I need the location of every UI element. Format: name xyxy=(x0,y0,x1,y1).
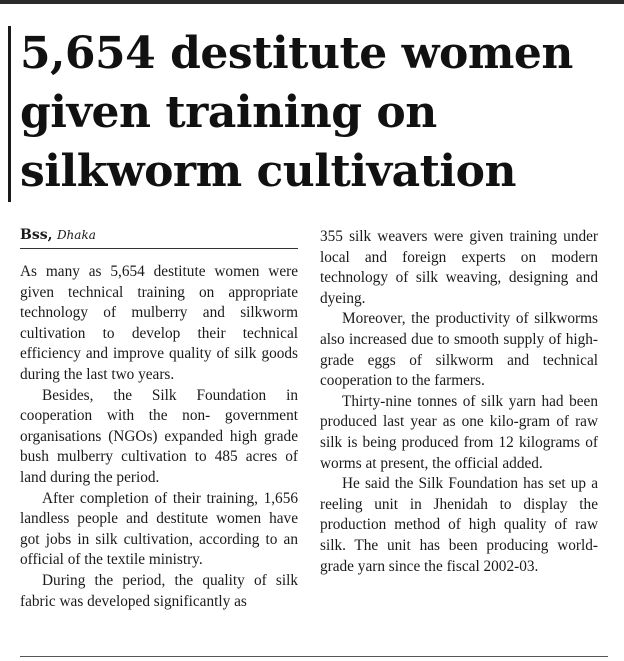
left-column xyxy=(20,262,298,612)
right-column xyxy=(320,227,598,577)
headline-line-1: 5,654 destitute women xyxy=(20,28,573,79)
bottom-rule xyxy=(20,656,608,657)
paragraph: 355 silk weavers were given training under local and foreign experts on modern technology of silk weaving, designing and dyeing. xyxy=(320,228,598,307)
paragraph: After completion of their training, 1,656 landless people and destitute women have got jobs in silk cultivation, according to an official of the textile ministry. xyxy=(20,489,298,569)
headline-line-3: silkworm cultivation xyxy=(20,146,516,197)
paragraph: During the period, the quality of silk fabric was developed significantly as xyxy=(20,571,298,610)
byline xyxy=(20,226,96,244)
headline xyxy=(20,24,620,201)
paragraph: He said the Silk Foundation has set up a reeling unit in Jhenidah to display the production method of high quality of raw silk. The unit has been producing world-grade yarn since the fiscal 2002-03. xyxy=(320,475,598,575)
paragraph: Moreover, the productivity of silkworms also increased due to smooth supply of high-grade eggs of silkworm and technical cooperation to the farmers. xyxy=(320,310,598,390)
paragraph: As many as 5,654 destitute women were given technical training on appropriate technology of mulberry and silkworm cultivation to develop their technical efficiency and improve quality of silk goods during the last two years. xyxy=(20,263,298,383)
byline-place: Dhaka xyxy=(56,228,96,242)
paragraph: Besides, the Silk Foundation in cooperation with the non- government organisations (NGOs) expanded high grade bush mulberry cultivation to 485 acres of land during the period. xyxy=(20,386,298,486)
byline-rule xyxy=(20,248,298,249)
byline-agency: Bss, xyxy=(20,227,53,243)
headline-accent-bar xyxy=(8,26,11,202)
paragraph: Thirty-nine tonnes of silk yarn had been produced last year as one kilo-gram of raw silk is being produced from 12 kilograms of worms at present, the official added. xyxy=(320,392,598,472)
top-rule xyxy=(0,0,624,4)
headline-line-2: given training on xyxy=(20,87,437,138)
